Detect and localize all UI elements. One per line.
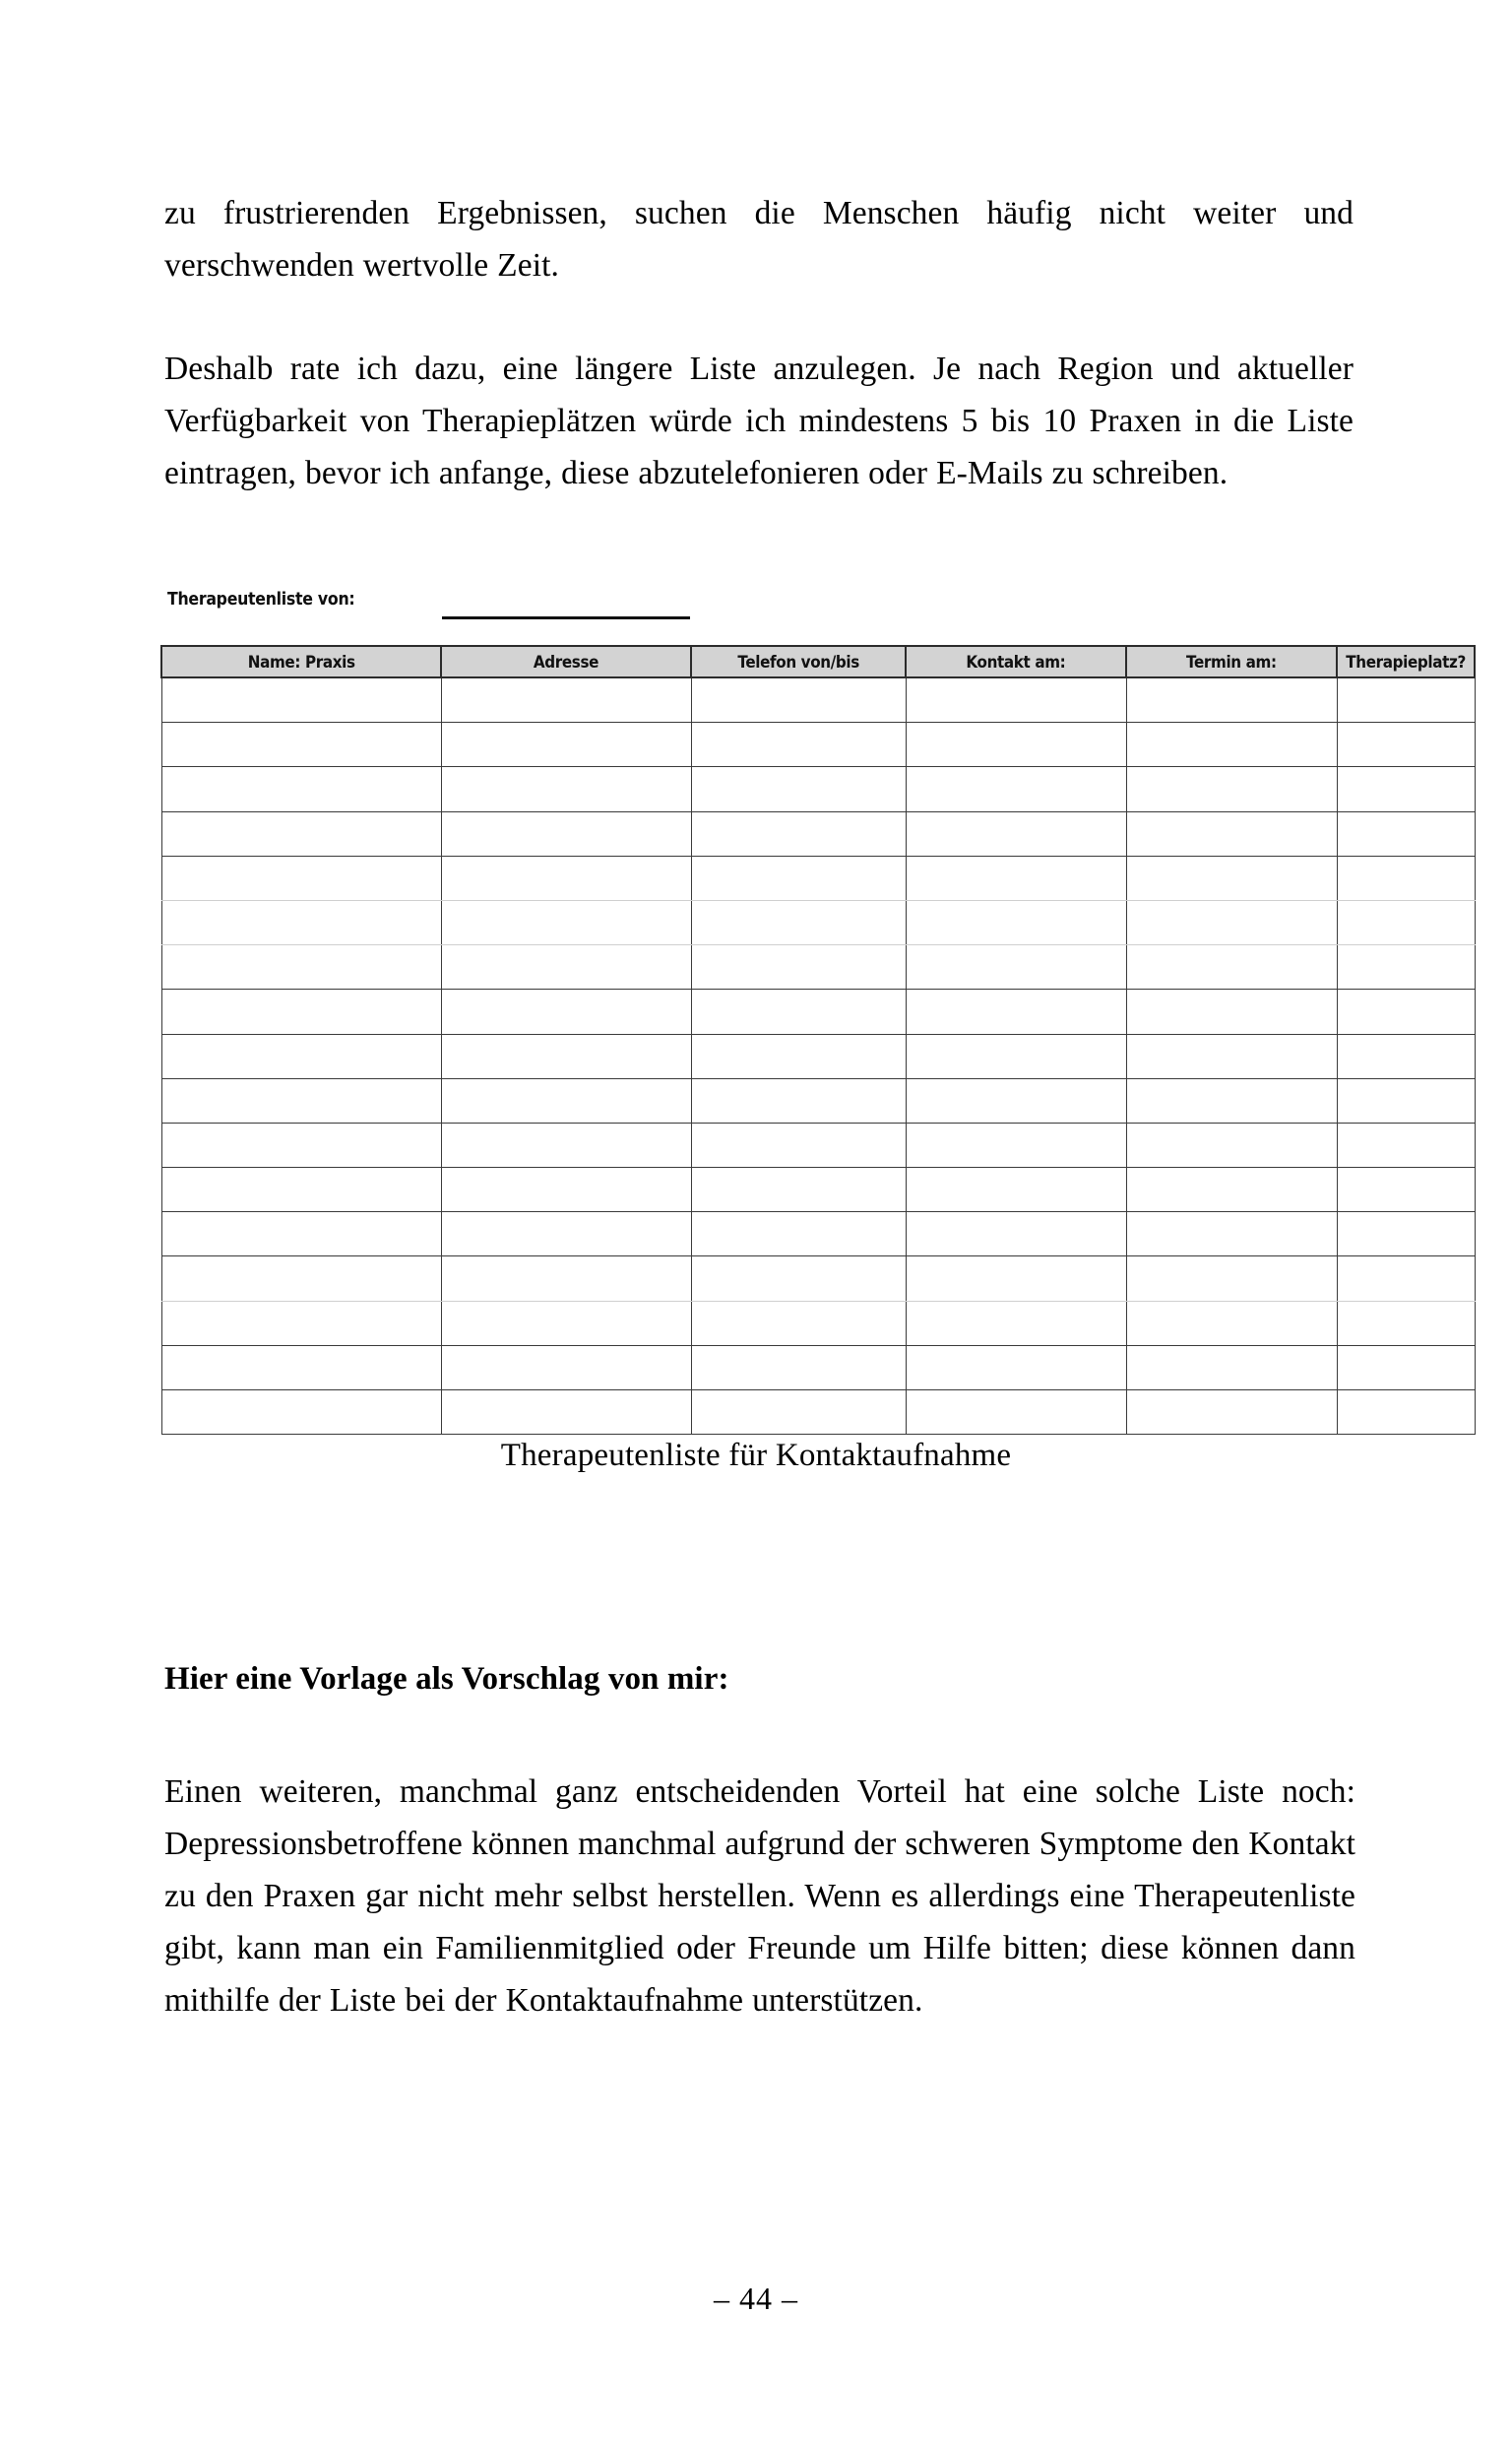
table-cell[interactable] xyxy=(1337,677,1475,723)
table-header xyxy=(161,646,1475,677)
table-cell[interactable] xyxy=(1126,990,1337,1034)
table-cell[interactable] xyxy=(691,1345,906,1389)
table-row[interactable] xyxy=(161,1078,1475,1123)
table-cell[interactable] xyxy=(161,1301,441,1345)
table-cell[interactable] xyxy=(161,1390,441,1435)
table-cell[interactable] xyxy=(906,1168,1126,1212)
table-cell[interactable] xyxy=(161,1168,441,1212)
table-cell[interactable] xyxy=(441,1390,691,1435)
table-cell[interactable] xyxy=(691,1168,906,1212)
table-cell[interactable] xyxy=(1337,856,1475,900)
table-cell[interactable] xyxy=(441,723,691,767)
table-cell[interactable] xyxy=(1126,1078,1337,1123)
table-cell[interactable] xyxy=(1126,1123,1337,1167)
column-header-kontakt-am: Kontakt am: xyxy=(906,646,1126,677)
table-cell[interactable] xyxy=(1337,1390,1475,1435)
table-cell[interactable] xyxy=(691,767,906,811)
table-cell[interactable] xyxy=(1126,811,1337,856)
table-cell[interactable] xyxy=(691,1078,906,1123)
table-cell[interactable] xyxy=(161,1078,441,1123)
table-cell[interactable] xyxy=(906,1078,1126,1123)
table-cell[interactable] xyxy=(161,1345,441,1389)
table-cell[interactable] xyxy=(161,1034,441,1078)
paragraph-advice: Deshalb rate ich dazu, eine längere Liste anzulegen. Je nach Region und aktueller Verfügbarkeit von Therapieplätzen würde ich mindestens 5 bis 10 Praxen in die Liste eintragen, bevor ich anfange, diese abzutelefonieren oder E-Mails zu schreiben. xyxy=(164,351,1354,491)
table-cell[interactable] xyxy=(441,900,691,944)
table-cell[interactable] xyxy=(906,1034,1126,1078)
table-cell[interactable] xyxy=(691,677,906,723)
table-cell[interactable] xyxy=(691,900,906,944)
form-title-label: Therapeutenliste von: xyxy=(167,590,355,610)
table-cell[interactable] xyxy=(441,767,691,811)
table-cell[interactable] xyxy=(161,677,441,723)
table-cell[interactable] xyxy=(1337,767,1475,811)
table-cell[interactable] xyxy=(1126,723,1337,767)
table-row[interactable] xyxy=(161,1390,1475,1435)
table-cell[interactable] xyxy=(1126,1390,1337,1435)
table-cell[interactable] xyxy=(441,677,691,723)
table-cell[interactable] xyxy=(441,1256,691,1301)
table-cell[interactable] xyxy=(441,1345,691,1389)
form-header xyxy=(160,561,1342,645)
table-cell[interactable] xyxy=(161,945,441,990)
table-row[interactable] xyxy=(161,990,1475,1034)
table-cell[interactable] xyxy=(691,1256,906,1301)
table-row[interactable] xyxy=(161,1345,1475,1389)
table-cell[interactable] xyxy=(1126,856,1337,900)
table-cell[interactable] xyxy=(1337,1212,1475,1256)
therapist-list-form-figure xyxy=(160,561,1466,1435)
table-cell[interactable] xyxy=(906,900,1126,944)
table-cell[interactable] xyxy=(441,990,691,1034)
table-cell[interactable] xyxy=(1337,990,1475,1034)
table-body xyxy=(161,677,1475,1435)
table-cell[interactable] xyxy=(1337,1345,1475,1389)
table-cell[interactable] xyxy=(906,990,1126,1034)
table-cell[interactable] xyxy=(1337,945,1475,990)
table-cell[interactable] xyxy=(906,856,1126,900)
table-cell[interactable] xyxy=(691,1123,906,1167)
table-row[interactable] xyxy=(161,856,1475,900)
table-cell[interactable] xyxy=(1337,1078,1475,1123)
table-cell[interactable] xyxy=(161,1212,441,1256)
heading-vorlage: Hier eine Vorlage als Vorschlag von mir: xyxy=(164,1661,729,1697)
table-row[interactable] xyxy=(161,1123,1475,1167)
column-header-adresse: Adresse xyxy=(441,646,691,677)
table-row[interactable] xyxy=(161,945,1475,990)
table-cell[interactable] xyxy=(441,1078,691,1123)
table-cell[interactable] xyxy=(441,856,691,900)
paragraph-closing: Einen weiteren, manchmal ganz entscheidenden Vorteil hat eine solche Liste noch: Depressionsbetroffene können manchmal aufgrund der schweren Symptome den Kontakt zu den Praxen gar nicht mehr selbst herstellen. Wenn es allerdings eine Therapeutenliste gibt, kann man ein Familienmitglied oder Freunde um Hilfe bitten; diese können dann mithilfe der Liste bei der Kontaktaufnahme unterstützen. xyxy=(164,1773,1355,2019)
table-row[interactable] xyxy=(161,900,1475,944)
table-cell[interactable] xyxy=(691,945,906,990)
table-cell[interactable] xyxy=(1126,1345,1337,1389)
table-cell[interactable] xyxy=(1126,1301,1337,1345)
table-cell[interactable] xyxy=(441,1123,691,1167)
table-row[interactable] xyxy=(161,677,1475,723)
column-header-therapieplatz: Therapieplatz? xyxy=(1337,646,1475,677)
table-cell[interactable] xyxy=(1126,945,1337,990)
table-cell[interactable] xyxy=(906,1390,1126,1435)
table-cell[interactable] xyxy=(691,811,906,856)
table-row[interactable] xyxy=(161,1168,1475,1212)
table-cell[interactable] xyxy=(906,1345,1126,1389)
table-cell[interactable] xyxy=(1126,1212,1337,1256)
table-cell[interactable] xyxy=(1337,900,1475,944)
table-row[interactable] xyxy=(161,1034,1475,1078)
table-cell[interactable] xyxy=(906,723,1126,767)
table-cell[interactable] xyxy=(1126,677,1337,723)
table-header-row xyxy=(161,646,1475,677)
table-cell[interactable] xyxy=(906,1212,1126,1256)
column-header-name-praxis: Name: Praxis xyxy=(161,646,441,677)
table-cell[interactable] xyxy=(691,856,906,900)
column-header-telefon: Telefon von/bis xyxy=(691,646,906,677)
table-row[interactable] xyxy=(161,1256,1475,1301)
table-cell[interactable] xyxy=(1126,767,1337,811)
table-cell[interactable] xyxy=(1337,1256,1475,1301)
table-cell[interactable] xyxy=(161,811,441,856)
table-cell[interactable] xyxy=(441,1212,691,1256)
table-cell[interactable] xyxy=(906,1123,1126,1167)
table-cell[interactable] xyxy=(161,990,441,1034)
table-cell[interactable] xyxy=(906,1256,1126,1301)
table-cell[interactable] xyxy=(1337,1168,1475,1212)
table-cell[interactable] xyxy=(441,1301,691,1345)
table-row[interactable] xyxy=(161,1212,1475,1256)
table-cell[interactable] xyxy=(1126,1168,1337,1212)
table-cell[interactable] xyxy=(1126,1034,1337,1078)
table-row[interactable] xyxy=(161,723,1475,767)
table-cell[interactable] xyxy=(1337,1034,1475,1078)
table-cell[interactable] xyxy=(441,1034,691,1078)
table-row[interactable] xyxy=(161,1301,1475,1345)
table-cell[interactable] xyxy=(441,945,691,990)
table-row[interactable] xyxy=(161,767,1475,811)
table-cell[interactable] xyxy=(691,1301,906,1345)
table-cell[interactable] xyxy=(906,811,1126,856)
form-title-blank-rule xyxy=(442,616,690,619)
table-cell[interactable] xyxy=(441,1168,691,1212)
table-cell[interactable] xyxy=(691,1212,906,1256)
table-row[interactable] xyxy=(161,811,1475,856)
table-cell[interactable] xyxy=(906,767,1126,811)
table-cell[interactable] xyxy=(906,1301,1126,1345)
table-cell[interactable] xyxy=(691,990,906,1034)
table-cell[interactable] xyxy=(161,723,441,767)
table-cell[interactable] xyxy=(691,723,906,767)
column-header-termin-am: Termin am: xyxy=(1126,646,1337,677)
table-cell[interactable] xyxy=(691,1034,906,1078)
table-cell[interactable] xyxy=(1337,1123,1475,1167)
page-number: – 44 – xyxy=(714,2281,798,2316)
table-cell[interactable] xyxy=(1126,1256,1337,1301)
table-cell[interactable] xyxy=(161,900,441,944)
table-cell[interactable] xyxy=(161,1123,441,1167)
table-cell[interactable] xyxy=(906,677,1126,723)
figure-caption: Therapeutenliste für Kontaktaufnahme xyxy=(500,1438,1012,1473)
table-cell[interactable] xyxy=(161,1256,441,1301)
table-cell[interactable] xyxy=(161,856,441,900)
table-cell[interactable] xyxy=(441,811,691,856)
table-cell[interactable] xyxy=(906,945,1126,990)
table-cell[interactable] xyxy=(1337,811,1475,856)
table-cell[interactable] xyxy=(1337,723,1475,767)
table-cell[interactable] xyxy=(161,767,441,811)
table-cell[interactable] xyxy=(1337,1301,1475,1345)
therapist-list-table xyxy=(160,645,1476,1435)
table-cell[interactable] xyxy=(1126,900,1337,944)
table-cell[interactable] xyxy=(691,1390,906,1435)
paragraph-intro: zu frustrierenden Ergebnissen, suchen die Menschen häufig nicht weiter und verschwenden wertvolle Zeit. xyxy=(164,195,1354,284)
